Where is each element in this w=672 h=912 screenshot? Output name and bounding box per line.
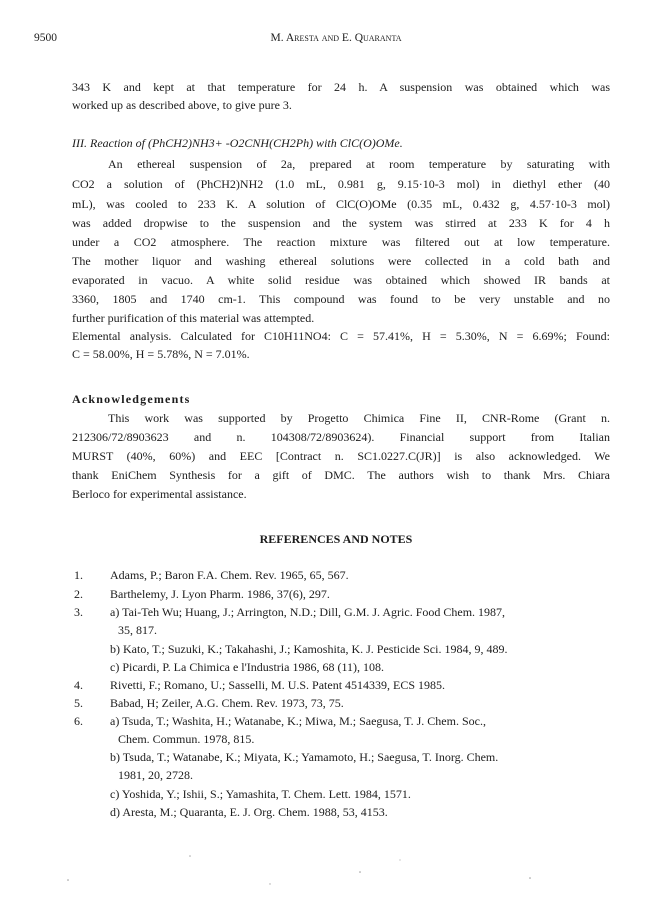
- running-header-authors: M. Aresta and E. Quaranta: [270, 32, 402, 44]
- body-line: under a CO2 atmosphere. The reaction mixture was filtered out at low temperature.: [72, 235, 610, 249]
- reference-text: c) Yoshida, Y.; Ishii, S.; Yamashita, T. Chem. Lett. 1984, 1571.: [110, 787, 411, 801]
- body-line: was added dropwise to the suspension and the system was stirred at 233 K for 4 h: [72, 216, 610, 230]
- elemental-analysis-line: Elemental analysis. Calculated for C10H11NO4: C = 57.41%, H = 5.30%, N = 6.69%; Found:: [72, 329, 610, 343]
- body-line: further purification of this material was attempted.: [72, 311, 315, 325]
- body-line: Berloco for experimental assistance.: [72, 487, 247, 501]
- reference-text: 1981, 20, 2728.: [118, 768, 193, 782]
- reference-number: 5.: [74, 696, 83, 710]
- body-line: 343 K and kept at that temperature for 24 h. A suspension was obtained which was: [72, 80, 610, 94]
- reference-text: d) Aresta, M.; Quaranta, E. J. Org. Chem. 1988, 53, 4153.: [110, 805, 388, 819]
- body-line: thank EniChem Synthesis for a gift of DMC. The authors wish to thank Mrs. Chiara: [72, 468, 610, 482]
- reference-text: b) Tsuda, T.; Watanabe, K.; Miyata, K.; Yamamoto, H.; Saegusa, T. Inorg. Chem.: [110, 750, 499, 764]
- reference-text: Babad, H; Zeiler, A.G. Chem. Rev. 1973, 73, 75.: [110, 696, 344, 710]
- body-line: The mother liquor and washing ethereal solutions were collected in a cold bath and: [72, 254, 610, 268]
- body-line: 212306/72/8903623 and n. 104308/72/8903624). Financial support from Italian: [72, 430, 610, 444]
- body-line: An ethereal suspension of 2a, prepared at room temperature by saturating with: [108, 157, 610, 171]
- references-heading: REFERENCES AND NOTES: [259, 532, 413, 546]
- reference-text: Barthelemy, J. Lyon Pharm. 1986, 37(6), 297.: [110, 587, 330, 601]
- acknowledgements-heading: Acknowledgements: [72, 392, 191, 406]
- reference-text: Rivetti, F.; Romano, U.; Sasselli, M. U.S. Patent 4514339, ECS 1985.: [110, 678, 446, 692]
- reference-text: c) Picardi, P. La Chimica e l'Industria 1986, 68 (11), 108.: [110, 660, 384, 674]
- reference-number: 1.: [74, 568, 83, 582]
- body-line: 3360, 1805 and 1740 cm-1. This compound was found to be very unstable and no: [72, 292, 610, 306]
- body-line: worked up as described above, to give pure 3.: [72, 98, 292, 112]
- reference-number: 4.: [74, 678, 83, 692]
- elemental-analysis-line: C = 58.00%, H = 5.78%, N = 7.01%.: [72, 347, 250, 361]
- reference-number: 2.: [74, 587, 83, 601]
- body-line: MURST (40%, 60%) and EEC [Contract n. SC1.0227.C(JR)] is also acknowledged. We: [72, 449, 610, 463]
- reference-text: Adams, P.; Baron F.A. Chem. Rev. 1965, 65, 567.: [110, 568, 349, 582]
- reference-text: a) Tsuda, T.; Washita, H.; Watanabe, K.; Miwa, M.; Saegusa, T. J. Chem. Soc.,: [110, 714, 486, 728]
- reference-text: 35, 817.: [118, 623, 157, 637]
- scan-speckle-marks: [60, 850, 580, 890]
- body-line: mL), was cooled to 233 K. A solution of ClC(O)OMe (0.35 mL, 0.432 g, 4.57·10-3 mol): [72, 197, 610, 211]
- reference-number: 3.: [74, 605, 83, 619]
- section-heading: III. Reaction of (PhCH2)NH3+ -O2CNH(CH2Ph) with ClC(O)OMe.: [72, 136, 403, 150]
- reference-text: b) Kato, T.; Suzuki, K.; Takahashi, J.; Kamoshita, K. J. Pesticide Sci. 1984, 9, 489.: [110, 642, 508, 656]
- reference-text: a) Tai-Teh Wu; Huang, J.; Arrington, N.D.; Dill, G.M. J. Agric. Food Chem. 1987,: [110, 605, 506, 619]
- reference-text: Chem. Commun. 1978, 815.: [118, 732, 255, 746]
- reference-number: 6.: [74, 714, 83, 728]
- body-line: CO2 a solution of (PhCH2)NH2 (1.0 mL, 0.981 g, 9.15·10-3 mol) in diethyl ether (40: [72, 177, 610, 191]
- page-number: 9500: [34, 32, 57, 44]
- body-line: evaporated in vacuo. A white solid residue was obtained which showed IR bands at: [72, 273, 610, 287]
- body-line: This work was supported by Progetto Chimica Fine II, CNR-Rome (Grant n.: [108, 411, 610, 425]
